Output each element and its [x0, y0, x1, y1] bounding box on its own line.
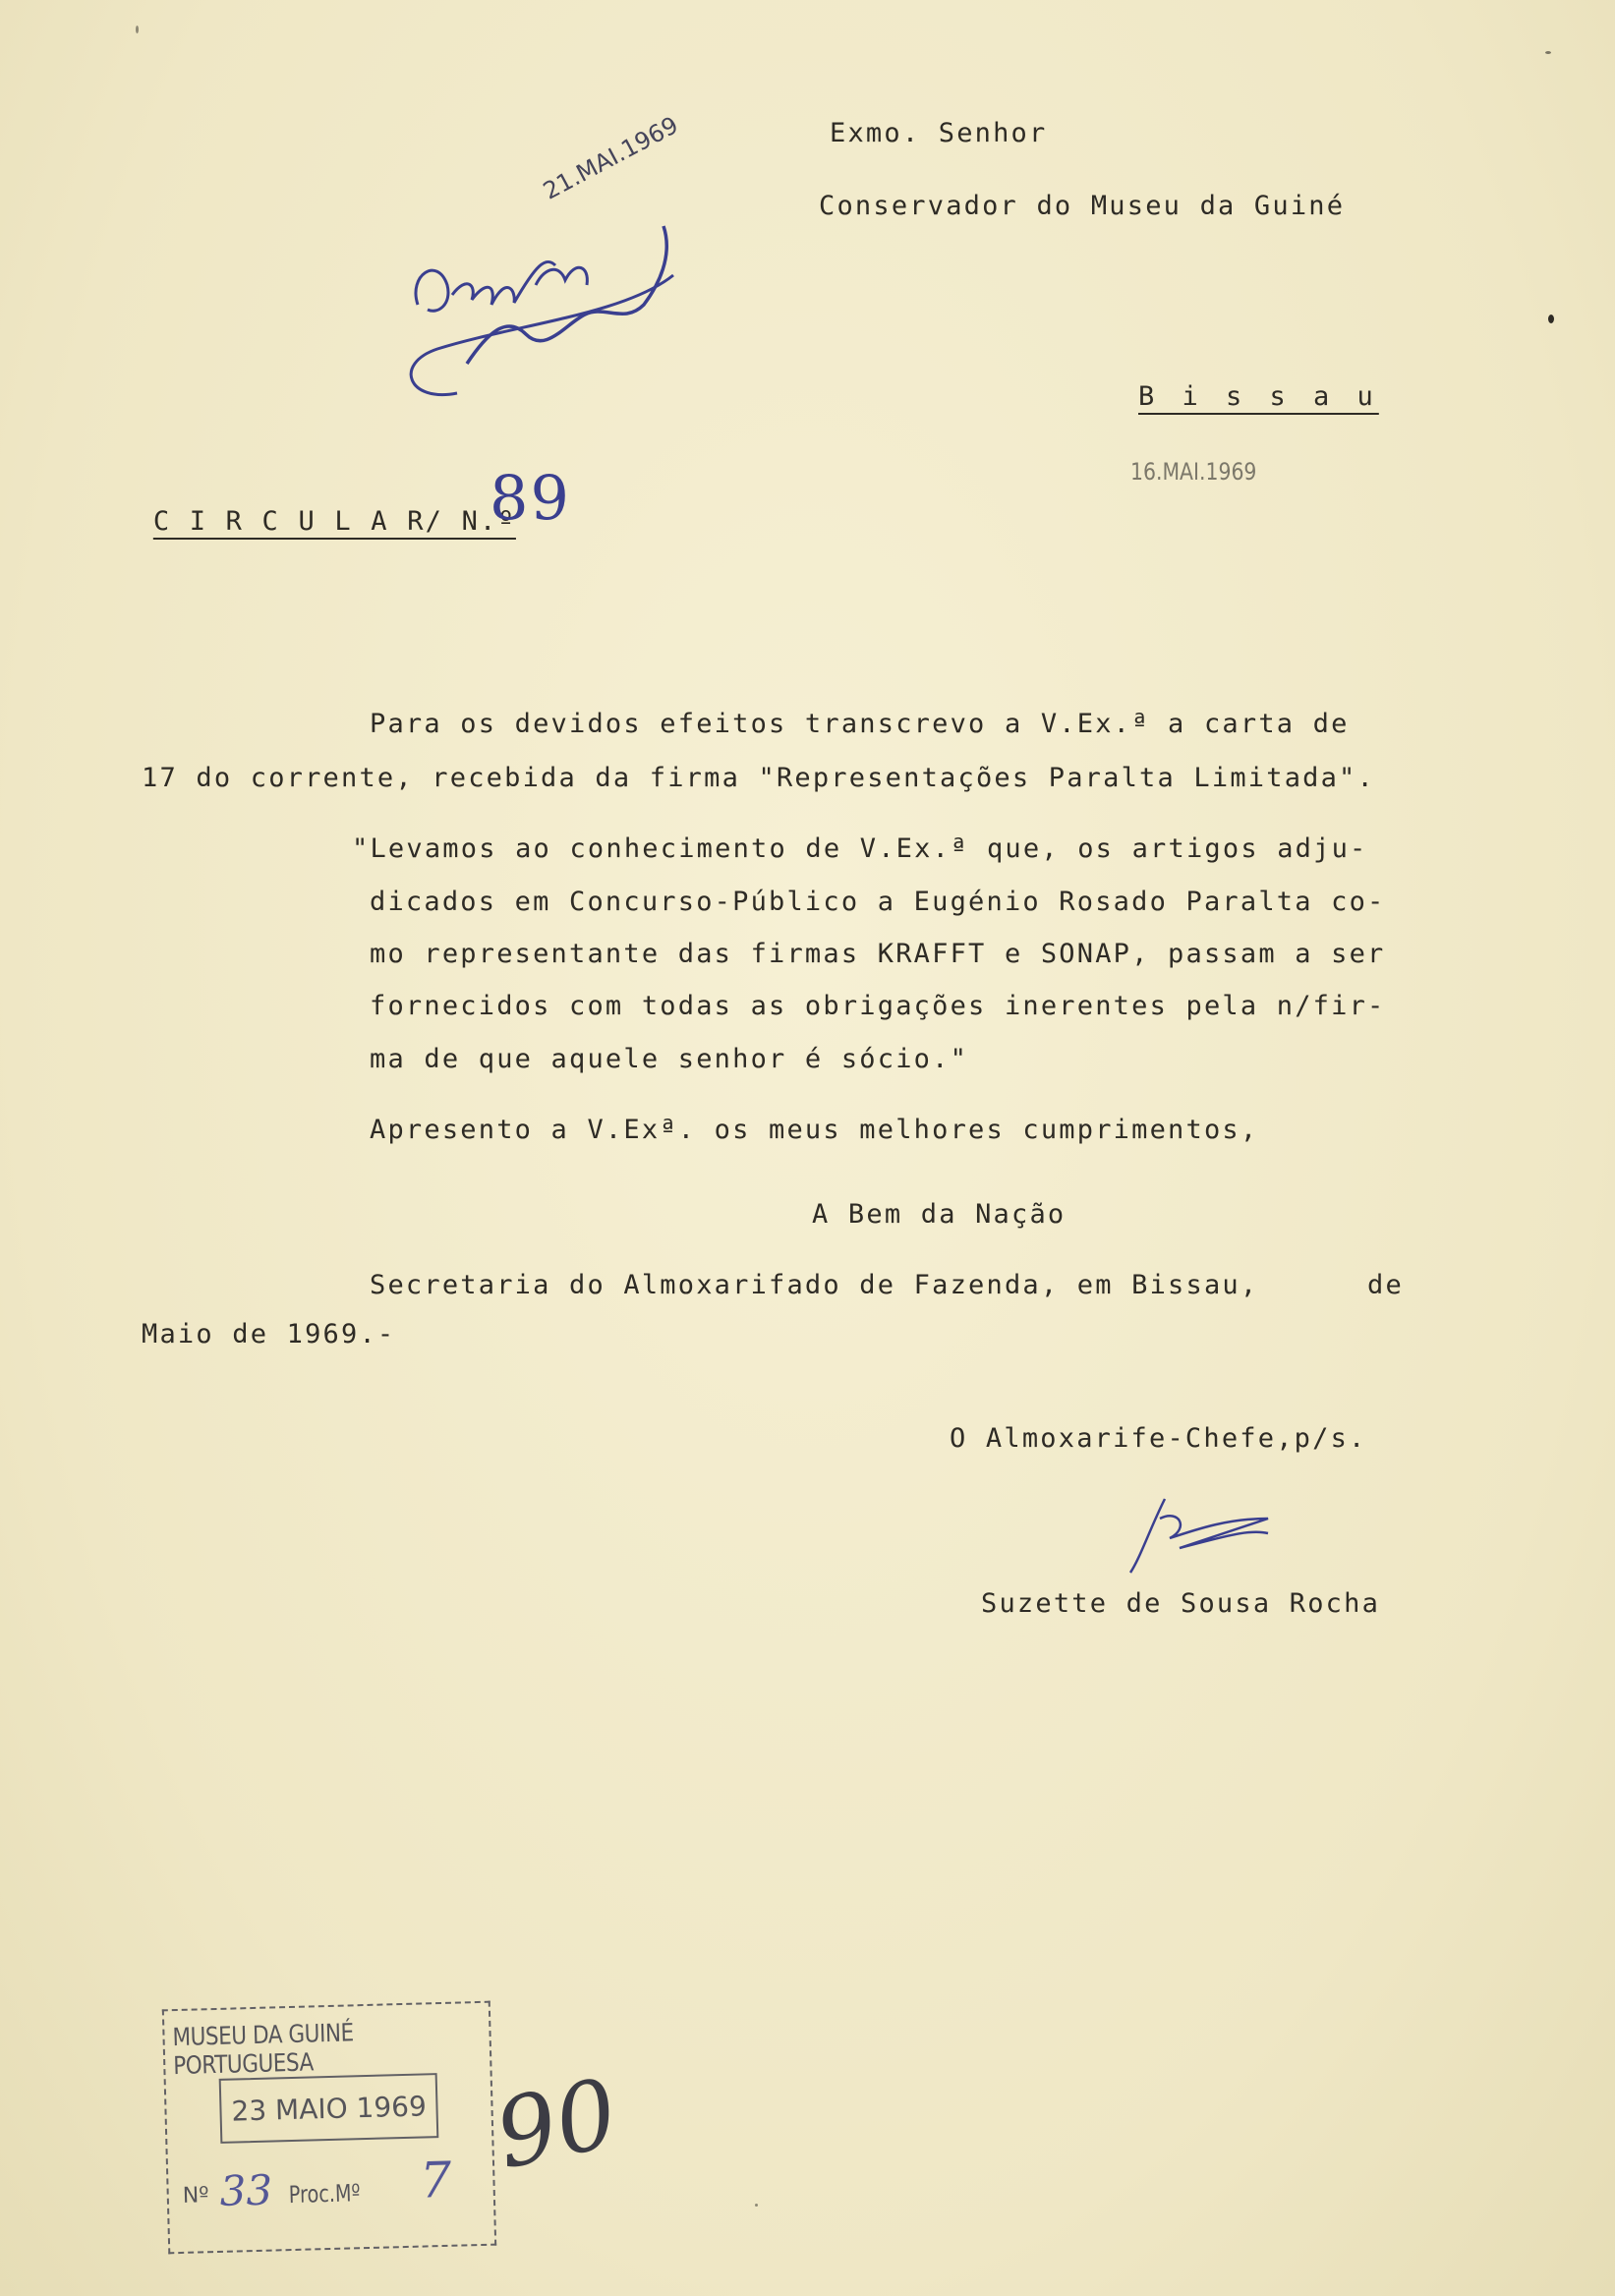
- regards-line: Apresento a V.Exª. os meus melhores cumprimentos,: [370, 1115, 1259, 1145]
- body-line-1: Para os devidos efeitos transcrevo a V.Ex.ª a carta de: [370, 709, 1350, 739]
- museum-stamp-date: 23 MAIO 1969: [231, 2090, 428, 2128]
- paper-speck: [755, 2204, 758, 2207]
- paper-speck: [1545, 51, 1551, 54]
- paper-speck: [1548, 315, 1554, 323]
- circular-label: [81, 482, 516, 561]
- museum-stamp-proc-value: 7: [419, 2151, 453, 2210]
- motto: A Bem da Nação: [812, 1199, 1067, 1230]
- museum-stamp-header: MUSEU DA GUINÉ PORTUGUESA: [172, 2018, 355, 2081]
- date-stamp-faint: 16.MAI.1969: [1130, 458, 1257, 486]
- quote-line-1: "Levamos ao conhecimento de V.Ex.ª que, os artigos adju-: [352, 833, 1368, 864]
- addressee-title: Conservador do Museu da Guiné: [819, 191, 1346, 221]
- museum-stamp-date-box: [219, 2073, 439, 2144]
- paper-speck: [136, 26, 139, 33]
- salutation: Exmo. Senhor: [830, 118, 1048, 148]
- signature: [1121, 1489, 1278, 1578]
- museum-registration-stamp: [162, 2001, 496, 2255]
- museum-stamp-proc-label: Proc.Mº: [288, 2179, 361, 2210]
- signatory-name: Suzette de Sousa Rocha: [981, 1588, 1381, 1619]
- body-line-2: 17 do corrente, recebida da firma "Representações Paralta Limitada".: [142, 763, 1375, 793]
- date-line: Maio de 1969.-: [142, 1319, 396, 1349]
- quote-line-5: ma de que aquele senhor é sócio.": [370, 1044, 969, 1074]
- circular-number: 89: [490, 462, 571, 534]
- handwritten-ref-number: 90: [486, 2057, 627, 2191]
- quote-line-2: dicados em Concurso-Público a Eugénio Rosado Paralta co-: [370, 887, 1386, 917]
- received-date-stamp: 21.MAI.1969: [539, 111, 683, 205]
- museum-stamp-no-label: Nº: [182, 2183, 209, 2209]
- place-line: Secretaria do Almoxarifado de Fazenda, em Bissau, de: [370, 1270, 1404, 1300]
- quote-line-3: mo representante das firmas KRAFFT e SONAP, passam a ser: [370, 939, 1386, 969]
- handwritten-note-signature: [398, 167, 693, 423]
- museum-stamp-no-value: 33: [219, 2165, 273, 2215]
- circular-label-text: C I R C U L A R/ N.º: [152, 506, 516, 537]
- city-heading: B i s s a u: [1138, 381, 1379, 412]
- quote-line-4: fornecidos com todas as obrigações inerentes pela n/fir-: [370, 991, 1386, 1021]
- signatory-role: O Almoxarife-Chefe,p/s.: [950, 1423, 1367, 1454]
